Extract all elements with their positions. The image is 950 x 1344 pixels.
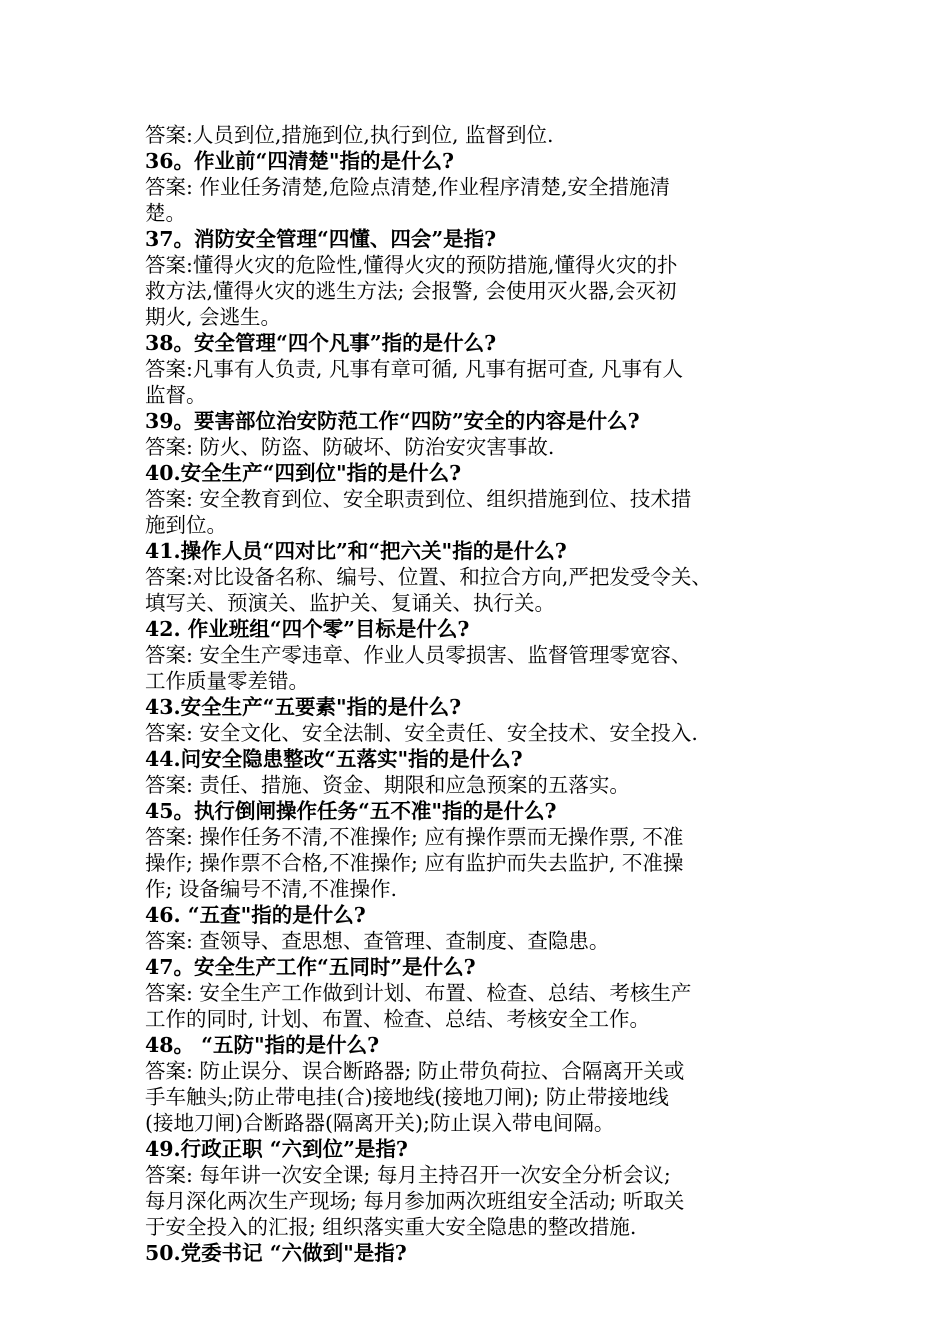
answer-line: 工作质量零差错。 (145, 669, 309, 693)
answer-line: 答案: 操作任务不清,不准操作; 应有操作票而无操作票, 不准 (145, 825, 684, 849)
answer-line: 施到位。 (145, 513, 227, 537)
question-line: 37。消防安全管理“四懂、四会”是指? (145, 227, 497, 251)
answer-line: 答案: 安全生产零违章、作业人员零损害、监督管理零宽容、 (145, 643, 692, 667)
answer-line: 手车触头;防止带电挂(合)接地线(接地刀闸); 防止带接地线 (145, 1085, 669, 1109)
answer-line: 每月深化两次生产现场; 每月参加两次班组安全活动; 听取关 (145, 1189, 685, 1213)
question-line: 45。执行倒闸操作任务“五不准"指的是什么? (145, 799, 557, 823)
question-line: 38。安全管理“四个凡事”指的是什么? (145, 331, 497, 355)
document-page (145, 122, 810, 1266)
answer-line: 答案: 每年讲一次安全课; 每月主持召开一次安全分析会议; (145, 1163, 671, 1187)
answer-line: (接地刀闸)合断路器(隔离开关);防止误入带电间隔。 (145, 1111, 615, 1135)
answer-line: 答案:凡事有人负责, 凡事有章可循, 凡事有据可查, 凡事有人 (145, 357, 684, 381)
answer-line: 答案: 查领导、查思想、查管理、查制度、查隐患。 (145, 929, 610, 953)
question-line: 41.操作人员“四对比”和“把六关"指的是什么? (145, 539, 567, 563)
answer-line: 操作; 操作票不合格,不准操作; 应有监护而失去监护, 不准操 (145, 851, 684, 875)
question-line: 48。 “五防"指的是什么? (145, 1033, 380, 1057)
answer-line: 答案: 防止误分、误合断路器; 防止带负荷拉、合隔离开关或 (145, 1059, 685, 1083)
answer-line: 答案:对比设备名称、编号、位置、和拉合方向,严把发受令关、 (145, 565, 712, 589)
answer-line: 答案: 安全生产工作做到计划、布置、检查、总结、考核生产 (145, 981, 692, 1005)
question-line: 44.问安全隐患整改“五落实"指的是什么? (145, 747, 523, 771)
answer-line: 救方法,懂得火灾的逃生方法; 会报警, 会使用灭火器,会灭初 (145, 279, 677, 303)
question-line: 39。要害部位治安防范工作“四防”安全的内容是什么? (145, 409, 640, 433)
question-line: 40.安全生产“四到位"指的是什么? (145, 461, 462, 485)
answer-line: 期火, 会逃生。 (145, 305, 282, 329)
question-line: 50.党委书记 “六做到"是指? (145, 1241, 407, 1265)
answer-line: 作; 设备编号不清,不准操作. (145, 877, 397, 901)
answer-line: 答案: 作业任务清楚,危险点清楚,作业程序清楚,安全措施清 (145, 175, 670, 199)
question-line: 36。作业前“四清楚"指的是什么? (145, 149, 455, 173)
answer-line: 答案: 安全教育到位、安全职责到位、组织措施到位、技术措 (145, 487, 692, 511)
answer-line: 工作的同时, 计划、布置、检查、总结、考核安全工作。 (145, 1007, 651, 1031)
answer-line: 答案: 安全文化、安全法制、安全责任、安全技术、安全投入. (145, 721, 698, 745)
question-line: 42. 作业班组“四个零”目标是什么? (145, 617, 470, 641)
answer-line: 楚。 (145, 201, 186, 225)
question-line: 43.安全生产“五要素"指的是什么? (145, 695, 462, 719)
answer-line: 于安全投入的汇报; 组织落实重大安全隐患的整改措施. (145, 1215, 637, 1239)
question-line: 47。安全生产工作“五同时”是什么? (145, 955, 476, 979)
answer-line: 填写关、预演关、监护关、复诵关、执行关。 (145, 591, 555, 615)
question-line: 46. “五查"指的是什么? (145, 903, 366, 927)
answer-line: 答案:人员到位,措施到位,执行到位, 监督到位. (145, 123, 554, 147)
answer-line: 监督。 (145, 383, 207, 407)
question-line: 49.行政正职 “六到位”是指? (145, 1137, 408, 1161)
answer-line: 答案: 防火、防盗、防破坏、防治安灾害事故. (145, 435, 555, 459)
answer-line: 答案: 责任、措施、资金、期限和应急预案的五落实。 (145, 773, 630, 797)
answer-line: 答案:懂得火灾的危险性,懂得火灾的预防措施,懂得火灾的扑 (145, 253, 678, 277)
